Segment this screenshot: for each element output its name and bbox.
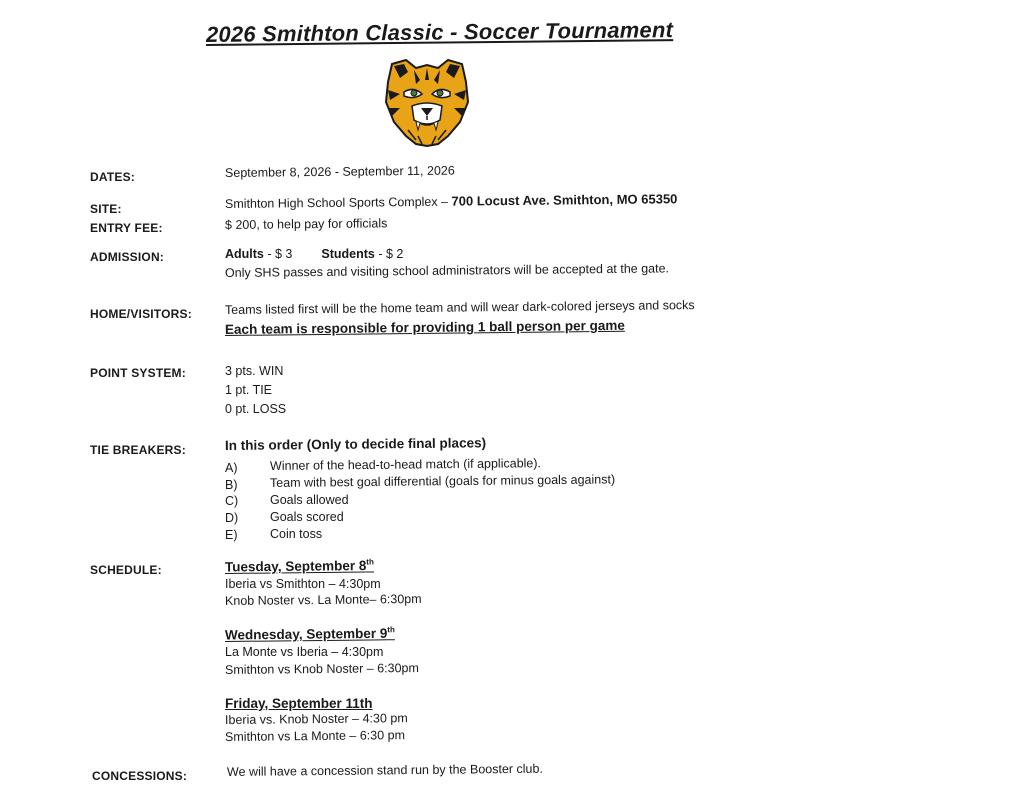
schedule-game: Smithton vs La Monte – 6:30 pm (224, 728, 406, 744)
admission-prices (225, 247, 403, 261)
tie-breaker-letter: B) (225, 478, 238, 492)
adults-price: - $ 3 (263, 247, 293, 261)
schedule-day-heading (225, 625, 395, 642)
concessions-label: CONCESSIONS: (92, 769, 188, 783)
page-title: 2026 Smithton Classic - Soccer Tournament (205, 17, 674, 47)
home-visitors-line1: Teams listed first will be the home team and will wear dark-colored jerseys and socks (224, 298, 695, 317)
tie-breaker-text: Goals allowed (270, 493, 349, 507)
admission-label: ADMISSION: (90, 250, 164, 264)
concessions-value: We will have a concession stand run by the Booster club. (226, 761, 543, 779)
tie-breaker-text: Coin toss (270, 527, 323, 541)
tie-breaker-text: Team with best goal differential (goals for minus goals against) (269, 472, 616, 490)
point-system-item: 1 pt. TIE (225, 383, 273, 397)
schedule-day-heading (225, 696, 373, 711)
schedule-day-sup: th (387, 625, 395, 635)
tie-breaker-letter: D) (225, 511, 239, 525)
tie-breaker-text: Winner of the head-to-head match (if applicable). (269, 456, 542, 473)
schedule-game: La Monte vs Iberia – 4:30pm (225, 645, 384, 659)
schedule-label: SCHEDULE: (90, 563, 162, 577)
home-visitors-label: HOME/VISITORS: (90, 307, 192, 321)
schedule-game: Smithton vs Knob Noster – 6:30pm (224, 660, 419, 677)
point-system-item: 0 pt. LOSS (225, 402, 287, 416)
entry-fee-value: $ 200, to help pay for officials (224, 216, 388, 232)
tie-breaker-letter: C) (225, 494, 239, 508)
tie-breaker-text: Goals scored (270, 510, 344, 524)
site-address: 700 Locust Ave. Smithton, MO 65350 (451, 191, 678, 209)
admission-note: Only SHS passes and visiting school administrators will be accepted at the gate. (224, 261, 670, 280)
adults-label: Adults (225, 247, 264, 261)
site-label: SITE: (90, 202, 122, 216)
tie-breakers-label: TIE BREAKERS: (90, 443, 186, 457)
point-system-item: 3 pts. WIN (225, 364, 284, 378)
schedule-day-text: Tuesday, September 8 (224, 558, 367, 575)
schedule-day-heading (225, 557, 374, 574)
schedule-game: Iberia vs Smithton – 4:30pm (225, 577, 381, 591)
schedule-game: Knob Noster vs. La Monte– 6:30pm (224, 591, 422, 608)
schedule-day-text: Friday, September 11th (225, 696, 373, 711)
entry-fee-label: ENTRY FEE: (90, 221, 163, 235)
tiger-head-icon (382, 56, 472, 148)
students-price: - $ 2 (374, 247, 404, 261)
tie-breaker-letter: A) (225, 461, 238, 475)
dates-value: September 8, 2026 - September 11, 2026 (224, 163, 455, 180)
students-label: Students (321, 247, 375, 261)
home-visitors-line2: Each team is responsible for providing 1 ball person per game (224, 317, 625, 337)
site-value (225, 191, 678, 211)
tie-breakers-heading: In this order (Only to decide final places) (224, 435, 487, 453)
point-system-label: POINT SYSTEM: (90, 366, 186, 380)
tie-breaker-letter: E) (225, 528, 238, 542)
schedule-game: Iberia vs. Knob Noster – 4:30 pm (224, 711, 408, 727)
site-name: Smithton High School Sports Complex – (224, 194, 452, 211)
dates-label: DATES: (90, 170, 135, 184)
schedule-day-text: Wednesday, September 9 (224, 625, 388, 643)
schedule-day-sup: th (366, 557, 374, 567)
